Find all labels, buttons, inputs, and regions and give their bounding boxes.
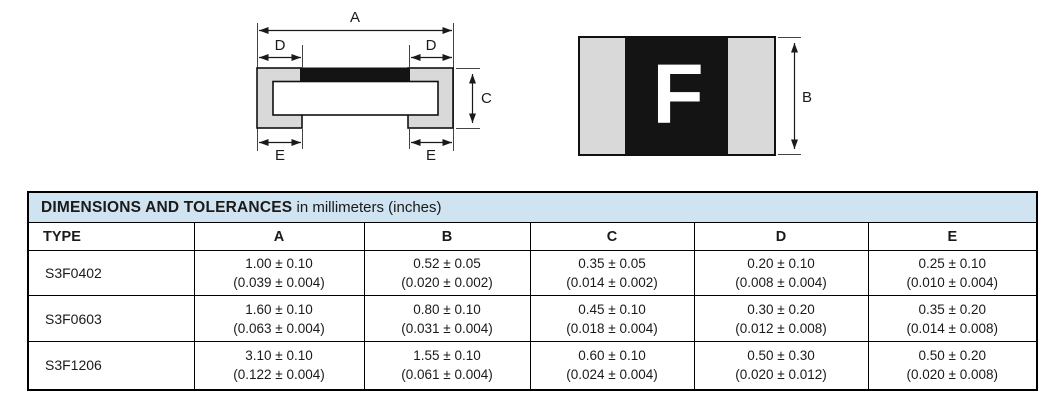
table-title (28, 192, 1037, 223)
value-in: (0.024 ± 0.004) (566, 367, 658, 383)
value-mm: 0.50 ± 0.20 (918, 348, 986, 364)
cell-d (694, 296, 868, 342)
cell-a (194, 342, 364, 390)
value-mm: 0.52 ± 0.05 (413, 256, 481, 271)
cell-e (868, 296, 1037, 342)
value-mm: 1.60 ± 0.10 (245, 301, 313, 317)
dim-label-e-right: E (425, 147, 437, 164)
side-view-diagram (257, 9, 492, 164)
cell-b (364, 251, 530, 296)
dim-label-a: A (349, 9, 361, 26)
value-in: (0.018 ± 0.004) (566, 320, 658, 336)
cell-c (530, 342, 694, 390)
cell-c (530, 251, 694, 296)
value-mm: 0.80 ± 0.10 (413, 301, 481, 317)
table-row (28, 251, 1037, 296)
col-header-d: D (694, 223, 868, 251)
value-in: (0.012 ± 0.008) (735, 320, 827, 336)
value-in: (0.039 ± 0.004) (233, 275, 325, 290)
col-header-a: A (194, 223, 364, 251)
value-mm: 1.55 ± 0.10 (413, 348, 481, 364)
cell-e (868, 342, 1037, 390)
cell-d (694, 342, 868, 390)
value-in: (0.061 ± 0.004) (401, 367, 493, 383)
table-header-row (28, 223, 1037, 251)
value-mm: 3.10 ± 0.10 (245, 348, 313, 364)
cell-c (530, 296, 694, 342)
value-mm: 0.60 ± 0.10 (578, 348, 646, 364)
dimensions-table (27, 191, 1038, 391)
col-header-b: B (364, 223, 530, 251)
cell-b (364, 296, 530, 342)
value-in: (0.122 ± 0.004) (233, 367, 325, 383)
table-row (28, 342, 1037, 390)
top-terminal-left (579, 37, 625, 155)
value-mm: 0.50 ± 0.30 (747, 348, 815, 364)
substrate-body (273, 82, 438, 116)
fuse-element-strip (300, 68, 410, 82)
col-header-type: TYPE (28, 223, 194, 251)
dim-label-c: C (481, 90, 492, 107)
table-title-bold: DIMENSIONS AND TOLERANCES (41, 198, 293, 216)
cell-e (868, 251, 1037, 296)
col-header-e: E (868, 223, 1037, 251)
value-mm: 1.00 ± 0.10 (245, 256, 313, 271)
dim-label-e-left: E (274, 147, 286, 164)
value-mm: 0.35 ± 0.20 (918, 301, 986, 317)
table-title-row (28, 192, 1037, 223)
table-row (28, 296, 1037, 342)
component-marking: F (652, 47, 704, 141)
value-in: (0.020 ± 0.012) (735, 367, 827, 383)
type-cell: S3F0603 (28, 296, 194, 342)
cell-b (364, 342, 530, 390)
dim-label-b: B (802, 89, 813, 106)
value-in: (0.010 ± 0.004) (906, 275, 998, 290)
value-mm: 0.45 ± 0.10 (578, 301, 646, 317)
dimensions-table-wrap (27, 191, 1037, 391)
dimension-drawings (0, 0, 1063, 186)
value-in: (0.008 ± 0.004) (735, 275, 827, 290)
col-header-c: C (530, 223, 694, 251)
type-cell: S3F0402 (28, 251, 194, 296)
value-mm: 0.20 ± 0.10 (747, 256, 815, 271)
value-mm: 0.35 ± 0.05 (578, 256, 646, 271)
value-in: (0.031 ± 0.004) (401, 320, 493, 336)
value-in: (0.063 ± 0.004) (233, 320, 325, 336)
dim-label-d-left: D (274, 37, 286, 54)
top-terminal-right (728, 37, 775, 155)
value-mm: 0.30 ± 0.20 (747, 301, 815, 317)
value-mm: 0.25 ± 0.10 (918, 256, 986, 271)
cell-a (194, 296, 364, 342)
value-in: (0.020 ± 0.008) (906, 367, 998, 383)
value-in: (0.020 ± 0.002) (401, 275, 493, 290)
dim-label-d-right: D (425, 37, 437, 54)
type-cell: S3F1206 (28, 342, 194, 390)
cell-d (694, 251, 868, 296)
value-in: (0.014 ± 0.008) (906, 320, 998, 336)
top-view-diagram (579, 37, 812, 155)
table-title-units: in millimeters (inches) (292, 198, 442, 216)
value-in: (0.014 ± 0.002) (566, 275, 658, 290)
cell-a (194, 251, 364, 296)
